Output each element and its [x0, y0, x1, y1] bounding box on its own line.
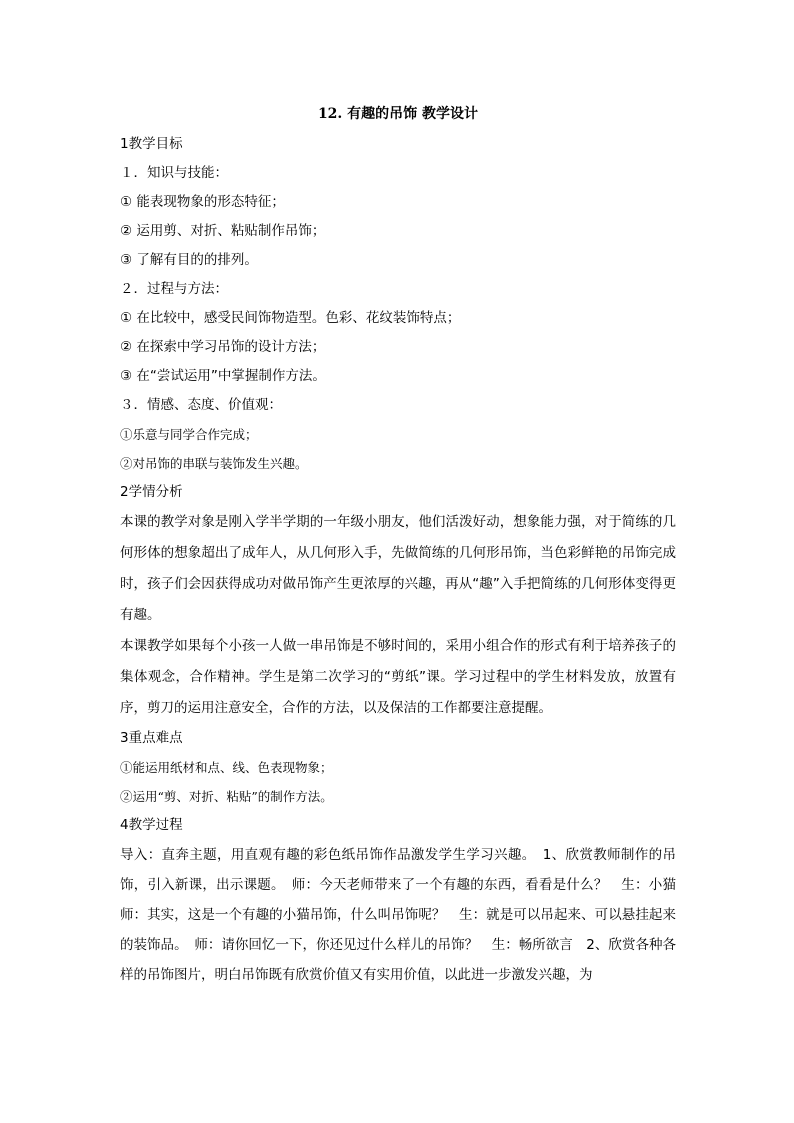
list-item: ① 能表现物象的形态特征； — [120, 194, 285, 210]
section-heading-analysis: 2学情分析 — [120, 484, 183, 500]
subheading-emotion: ３．情感、态度、价值观： — [120, 397, 282, 413]
list-item: ①能运用纸材和点、线、色表现物象； — [120, 760, 333, 775]
analysis-paragraph-1: 本课的教学对象是刚入学半学期的一年级小朋友，他们活泼好动，想象能力强，对于简练的几何形体的想象超出了成年人，从几何形入手，先做简练的几何形吊饰，当色彩鲜艳的吊饰完成时，孩子们会因获得成功对做吊饰产生更浓厚的兴趣，再从“趣”入手把简练的几何形体变得更有趣。 — [120, 514, 676, 623]
document-title: 12. 有趣的吊饰 教学设计 — [317, 106, 479, 122]
section-heading-key-points: 3重点难点 — [120, 730, 183, 746]
subheading-knowledge: １．知识与技能： — [120, 165, 228, 181]
list-item: ① 在比较中，感受民间饰物造型。色彩、花纹装饰特点； — [120, 310, 461, 326]
subheading-process: ２．过程与方法： — [120, 281, 228, 297]
list-item: ②对吊饰的串联与装饰发生兴趣。 — [120, 456, 308, 471]
section-heading-goals: 1教学目标 — [120, 136, 183, 152]
process-paragraph: 导入：直奔主题，用直观有趣的彩色纸吊饰作品激发学生学习兴趣。 1、欣赏教师制作的吊饰，引入新课，出示课题。 师：今天老师带来了一个有趣的东西，看看是什么？ 生：小猫 师：其实，这是一个有趣的小猫吊饰，什么叫吊饰呢？ 生：就是可以吊起来、可以悬挂起来的装饰品。 师：请你回忆一下，你还见过什么样儿的吊饰？ 生：畅所欲言 2、欣赏各种各样的吊饰图片，明白吊饰既有欣赏价值又有实用价值，以此进一步激发兴趣，为 — [120, 847, 690, 983]
document-body — [120, 100, 690, 990]
list-item: ②运用“剪、对折、粘贴”的制作方法。 — [120, 789, 333, 804]
list-item: ③ 了解有目的的排列。 — [120, 252, 258, 268]
list-item: ② 在探索中学习吊饰的设计方法； — [120, 339, 326, 355]
section-heading-process: 4教学过程 — [120, 817, 183, 833]
list-item: ①乐意与同学合作完成； — [120, 427, 258, 442]
list-item: ③ 在“尝试运用”中掌握制作方法。 — [120, 368, 326, 384]
analysis-paragraph-2: 本课教学如果每个小孩一人做一串吊饰是不够时间的，采用小组合作的形式有利于培养孩子的集体观念，合作精神。学生是第二次学习的“剪纸”课。学习过程中的学生材料发放，放置有序，剪刀的运用注意安全，合作的方法，以及保洁的工作都要注意提醒。 — [120, 638, 676, 716]
list-item: ② 运用剪、对折、粘贴制作吊饰； — [120, 223, 326, 239]
